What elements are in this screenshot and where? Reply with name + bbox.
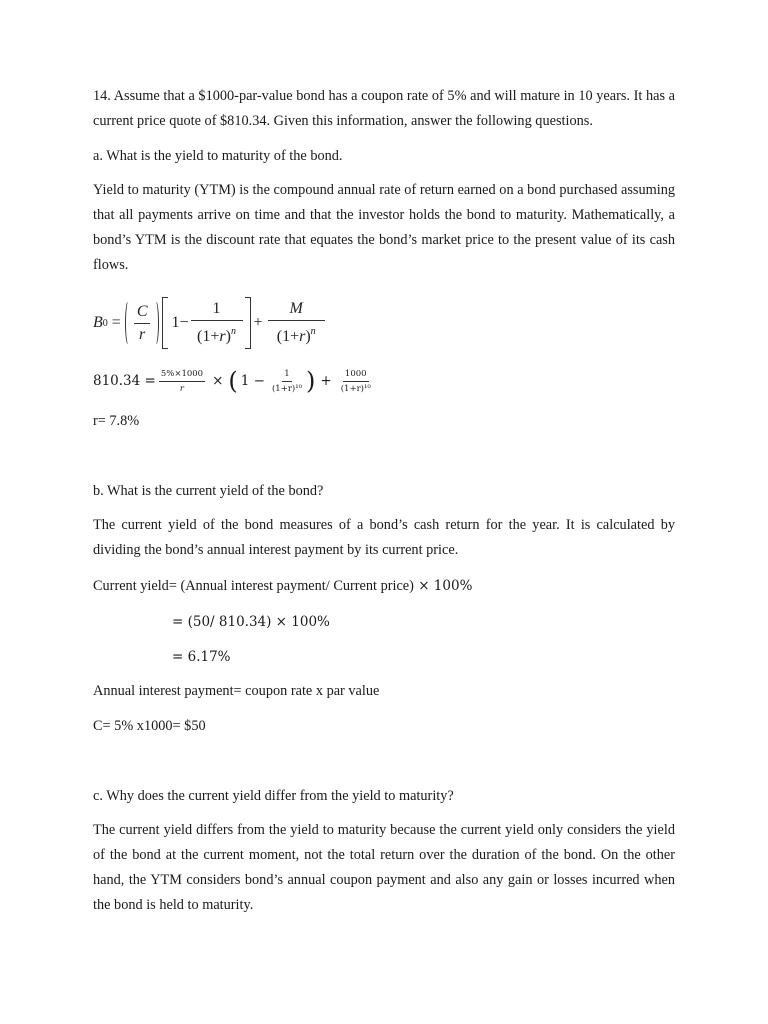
current-yield-result: = 6.17% xyxy=(172,649,231,665)
current-yield-formula: Current yield= (Annual interest payment/ Current price) × 100% xyxy=(93,578,473,594)
current-yield-paragraph: The current yield of the bond measures of a bond’s cash return for the year. It is calculated by dividing the bond’s annual interest payment by its current price. xyxy=(93,517,675,558)
ytm-definition-paragraph: Yield to maturity (YTM) is the compound annual rate of return earned on a bond purchased assuming that all payments arrive on time and that the investor holds the bond to maturity. Mathematically, a bond’s YTM is the discount rate that equates the bond’s market price to the present value of its cash flows. xyxy=(93,182,675,273)
coupon-denominator: r xyxy=(179,383,184,394)
part-b-heading: b. What is the current yield of the bond? xyxy=(93,483,324,499)
ytm-result: r= 7.8% xyxy=(93,413,140,429)
yield-difference-paragraph: The current yield differs from the yield to maturity because the current yield only considers the yield of the bond at the current moment, not the total return over the duration of the bond. On the other hand, the YTM considers bond’s annual coupon payment and also any gain or losses incurred when the bond is held to maturity. xyxy=(93,822,675,913)
coupon-over-rate-fraction xyxy=(134,303,151,344)
plus-sign-numeric: + xyxy=(320,373,332,389)
par-value-fraction xyxy=(339,368,373,395)
par-value-denominator: (1+r)¹⁰ xyxy=(340,383,371,394)
annual-interest-definition: Annual interest payment= coupon rate x par value xyxy=(93,683,380,699)
par-symbol: M xyxy=(268,300,325,321)
plus-sign: + xyxy=(253,314,263,331)
price-lhs: 810.34 = xyxy=(93,373,156,389)
coupon-calculation: C= 5% x1000= $50 xyxy=(93,718,206,734)
question-text: 14. Assume that a $1000-par-value bond has a coupon rate of 5% and will mature in 10 years. It has a current price quote of $810.34. Given this information, answer the following questions. xyxy=(93,88,675,129)
part-c-heading: c. Why does the current yield differ from the yield to maturity? xyxy=(93,788,454,804)
discount-fraction xyxy=(191,300,243,346)
coupon-fraction xyxy=(159,368,205,395)
close-paren-icon: ) xyxy=(306,367,316,395)
rate-symbol: r xyxy=(139,325,146,343)
par-denominator: $(1+r)^n$ xyxy=(276,326,316,345)
bond-price-formula xyxy=(93,295,327,351)
right-bracket xyxy=(245,297,251,349)
one-minus: 1 − xyxy=(240,373,265,389)
coupon-numerator: 5%×1000 xyxy=(159,368,205,382)
formula-lhs-subscript: 0 xyxy=(102,317,108,329)
times-sign: × xyxy=(212,373,224,389)
discount-factor-denominator: (1+r)¹⁰ xyxy=(271,383,303,394)
formula-equals: = xyxy=(111,314,121,331)
left-paren xyxy=(125,300,132,346)
discount-factor-fraction xyxy=(270,368,304,395)
discount-numerator: 1 xyxy=(191,300,243,321)
right-paren xyxy=(152,300,159,346)
par-value-numerator: 1000 xyxy=(343,368,369,382)
par-fraction xyxy=(268,300,325,346)
open-paren-icon: ( xyxy=(228,367,238,395)
discount-factor-numerator: 1 xyxy=(282,368,291,382)
coupon-symbol: C xyxy=(134,303,151,324)
part-a-heading: a. What is the yield to maturity of the bond. xyxy=(93,148,343,164)
numeric-ytm-equation xyxy=(93,364,375,398)
discount-denominator: $(1+r)^n$ xyxy=(197,326,236,345)
formula-lhs: B xyxy=(93,314,103,331)
one-term: 1 xyxy=(171,314,180,331)
left-bracket xyxy=(162,297,168,349)
current-yield-substitution: = (50/ 810.34) × 100% xyxy=(172,614,330,630)
minus-sign: − xyxy=(179,314,189,331)
